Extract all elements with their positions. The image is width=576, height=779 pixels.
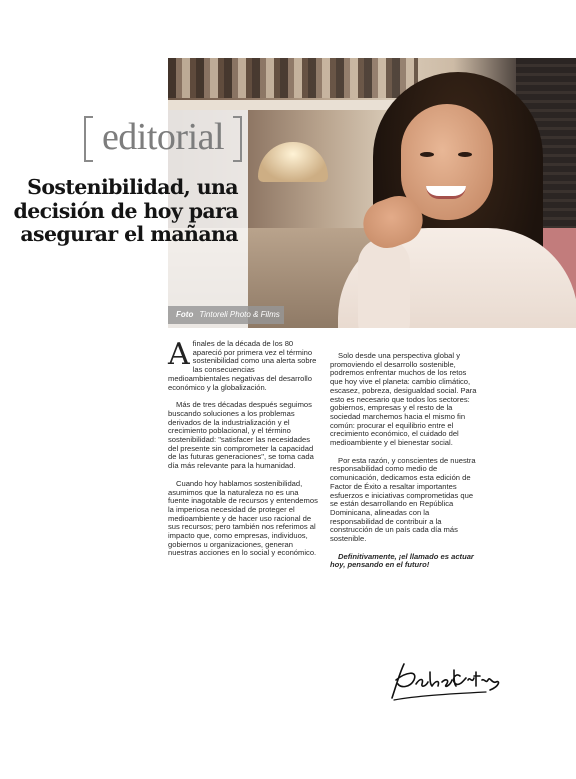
headline: Sostenibilidad, una decisión de hoy para asegurar el mañana bbox=[13, 175, 238, 246]
photo-credit bbox=[168, 306, 284, 324]
photo-credit-name: Tintoreli Photo & Films bbox=[199, 310, 280, 319]
portrait-eye bbox=[420, 152, 434, 157]
bracket-right bbox=[233, 116, 242, 162]
closing-statement: Definitivamente, ¡el llamado es actuar hoy, pensando en el futuro! bbox=[330, 551, 474, 570]
section-label bbox=[84, 116, 242, 160]
portrait-eye bbox=[458, 152, 472, 157]
handwritten-signature bbox=[386, 658, 504, 704]
paragraph bbox=[168, 337, 318, 392]
portrait-arm bbox=[358, 238, 410, 328]
article-column-1 bbox=[168, 337, 318, 567]
section-title: editorial bbox=[101, 116, 225, 158]
shelf-board bbox=[168, 100, 418, 110]
article-column-2 bbox=[330, 352, 480, 579]
photo-credit-label: Foto bbox=[176, 310, 194, 319]
paragraph: Por esta razón, y conscientes de nuestra responsabilidad como medio de comunicación, dedicamos esta edición de Factor de Éxito a resaltar importantes esfuerzos e iniciativas comprometidas que se están desarrollando en República Dominicana, alineadas con la responsabilidad de contribuir a la construcción de un país cada día más sostenible. bbox=[330, 455, 476, 544]
lamp bbox=[258, 142, 328, 182]
paragraph: Cuando hoy hablamos sostenibilidad, asumimos que la naturaleza no es una fuente inagotable de recursos y entendemos la imperiosa necesidad de proteger el medioambiente y de hacer uso racional de sus recursos; pero también nos referimos al impacto que, como empresas, individuos, gobiernos u organizaciones, generan nuestras acciones en lo social y económico. bbox=[168, 478, 318, 558]
paragraph-text: finales de la década de los 80 apareció por primera vez el término sostenibilidad como una alerta sobre las consecuencias medioambientales negativas del desarrollo económico y la globalización. bbox=[168, 339, 317, 392]
bookshelf bbox=[168, 58, 418, 98]
paragraph: Más de tres décadas después seguimos buscando soluciones a los problemas derivados de la industrialización y el crecimiento poblacional, y el término sostenibilidad: "satisfacer las necesidades del presente sin comprometer la capacidad de las futuras generaciones", se toma cada día más relevante para la humanidad. bbox=[168, 400, 314, 471]
drop-cap: A bbox=[168, 337, 190, 372]
paragraph: Solo desde una perspectiva global y promoviendo el desarrollo sostenible, podremos enfrentar muchos de los retos que hoy vive el planeta: cambio climático, escasez, pobreza, desigualdad social. Para esto es necesario que todos los sectores: gobiernos, empresas y el resto de la sociedad marchemos hacia el mismo fin común: procurar el equilibrio entre el crecimiento económico, el cuidado del medioambiente y el bienestar social. bbox=[330, 351, 477, 448]
